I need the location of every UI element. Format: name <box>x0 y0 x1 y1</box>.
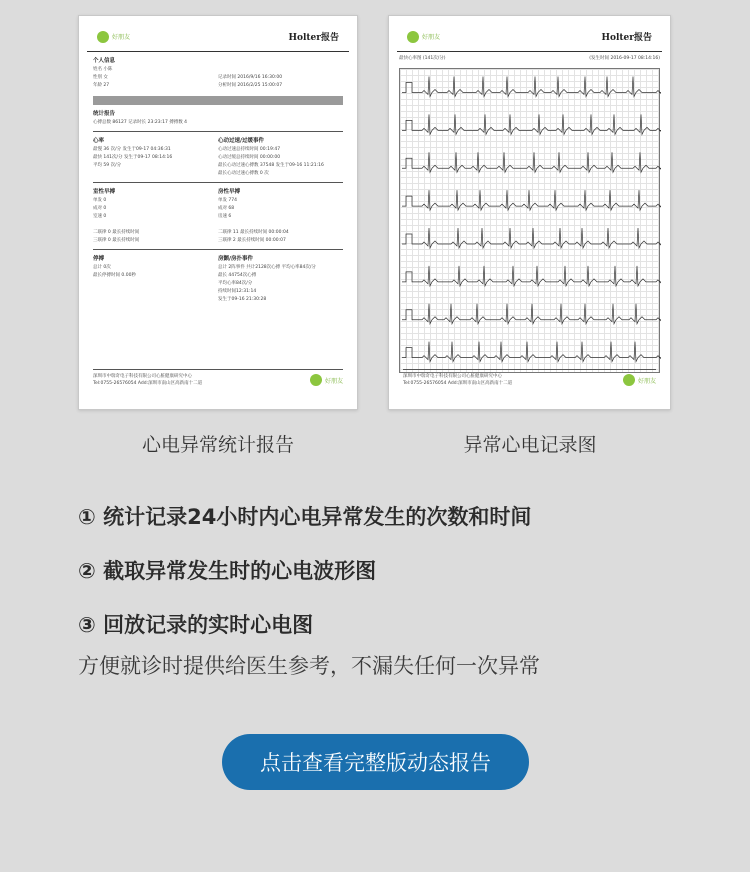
ecg-trace <box>402 190 661 210</box>
report-footer <box>93 369 343 387</box>
footer-line: 深圳市中瑞奇电子科技有限公司心脏健康研究中心 <box>93 374 192 379</box>
stats-summary: 心搏总数 86127 记录时长 23:23:17 搏搏数 4 <box>93 120 188 125</box>
divider <box>93 249 343 250</box>
hr-title: 心率 <box>93 138 105 144</box>
ecg-trace <box>402 342 661 362</box>
benefit-note: 方便就诊时提供给医生参考，不漏失任何一次异常 <box>78 654 540 678</box>
divider <box>93 131 343 132</box>
personal-line: 年龄 27 <box>93 83 110 88</box>
logo-icon <box>310 374 322 386</box>
footer-line: 深圳市中瑞奇电子科技有限公司心脏健康研究中心 <box>403 374 502 379</box>
sv-line <box>218 221 343 229</box>
hr-line: 最慢 36 次/分 发生于09-17 04:36:31 <box>93 147 171 152</box>
premature-block <box>93 187 343 245</box>
ecg-trace <box>402 228 661 248</box>
ecg-record-caption: 异常心电记录图 <box>463 434 597 456</box>
ve-line: 成对 0 <box>93 206 107 211</box>
stats-heading: 统计报告 <box>93 111 116 117</box>
report-header <box>397 22 662 52</box>
report-footer <box>403 369 656 387</box>
ecg-record-image <box>388 15 671 410</box>
personal-line: 记录时间 2016/9/16 16:30:00 <box>218 75 283 80</box>
logo-icon <box>97 31 109 43</box>
ecg-trace <box>402 114 661 134</box>
logo-text: 好朋友 <box>637 377 656 385</box>
pause-title: 停搏 <box>93 256 105 262</box>
statistics-report-caption: 心电异常统计报告 <box>141 434 294 456</box>
report-logo <box>407 31 440 43</box>
personal-line: 姓名 小陈 <box>93 67 113 72</box>
report-header <box>87 22 349 52</box>
sv-line: 三联律 2 最长持续时间 00:00:07 <box>218 238 286 243</box>
logo-text: 好朋友 <box>422 34 441 41</box>
ecg-subtitle: 最快心率图 (141次/分) <box>399 56 446 61</box>
ecg-trace <box>402 304 661 324</box>
feature-item: ② 截取异常发生时的心电波形图 <box>78 559 377 583</box>
pause-line: 总计 0次 <box>93 265 111 270</box>
logo-text: 好朋友 <box>112 34 131 41</box>
rr-line: 心动过速总持续时间 00:19:47 <box>218 147 281 152</box>
report-logo <box>97 31 130 43</box>
ve-line: 二联律 0 最长持续时间 <box>93 230 140 235</box>
rr-line: 最长心动过速心搏数 0 次 <box>218 171 269 176</box>
logo-icon <box>623 374 635 386</box>
ve-line: 单发 0 <box>93 198 107 203</box>
ve-title: 室性早搏 <box>93 189 116 195</box>
view-full-report-button[interactable]: 点击查看完整版动态报告 <box>222 734 529 790</box>
hr-line: 平均 59 次/分 <box>93 163 122 168</box>
footer-line: Tel:0755-26576054 Add:深圳市南山区高新南十二道 <box>403 381 513 386</box>
ecg-trace <box>402 152 661 172</box>
pause-line: 最长停搏时间 0.00秒 <box>93 273 136 278</box>
af-title: 房颤/房扑事件 <box>218 256 254 262</box>
ve-line: 三联律 0 最长持续时间 <box>93 238 140 243</box>
ecg-subheader <box>399 55 660 61</box>
rr-title: 心动过速/过缓事件 <box>218 138 265 144</box>
hr-line: 最快 141次/分 发生于09-17 08:14:16 <box>93 155 173 160</box>
divider <box>93 182 343 183</box>
rr-line: 最长心动过速心搏数 37548 发生于09-16 11:21:16 <box>218 163 324 168</box>
stats-section <box>93 109 343 127</box>
af-line: 最长 44754次心搏 <box>218 273 257 278</box>
sv-title: 房性早搏 <box>218 189 241 195</box>
sv-line: 单发 774 <box>218 198 238 203</box>
logo-icon <box>407 31 419 43</box>
personal-line: 分析时间 2016/2/25 15:00:07 <box>218 83 283 88</box>
sv-line: 二联律 11 最长持续时间 00:00:04 <box>218 230 289 235</box>
ecg-trace <box>402 266 661 286</box>
footer-line: Tel:0755-26576054 Add:深圳市南山区高新南十二道 <box>93 381 203 386</box>
personal-heading: 个人信息 <box>93 58 116 64</box>
logo-text: 好朋友 <box>324 377 343 385</box>
ecg-waveform-grid <box>399 68 660 373</box>
af-line: 发生于09-16 21:30:28 <box>218 297 267 302</box>
hr-block <box>93 136 343 178</box>
section-divider-bar <box>93 96 343 105</box>
ecg-time: (发生时间 2016-09-17 08:14:16) <box>589 56 660 61</box>
pause-af-block <box>93 254 343 304</box>
af-line: 总计 2阵事件 共计2128次心搏 平均心率84次/分 <box>218 265 316 270</box>
feature-list <box>78 495 531 657</box>
feature-item: ① 统计记录24小时内心电异常发生的次数和时间 <box>78 505 532 529</box>
af-line: 持续时间12:31:14 <box>218 289 257 294</box>
footer-logo <box>310 374 343 386</box>
ve-line: 室速 0 <box>93 214 107 219</box>
personal-line <box>218 66 343 74</box>
ecg-trace <box>402 76 661 96</box>
ecg-waveforms <box>400 69 661 372</box>
report-title: Holter报告 <box>601 33 652 43</box>
sv-line: 成对 68 <box>218 206 235 211</box>
ve-line <box>93 221 218 229</box>
feature-item: ③ 回放记录的实时心电图 <box>78 613 314 637</box>
personal-line: 性别 女 <box>93 75 108 80</box>
personal-section <box>93 56 343 90</box>
sv-line: 房速 6 <box>218 214 232 219</box>
rr-line: 心动过缓总持续时间 00:00:00 <box>218 155 281 160</box>
report-title: Holter报告 <box>288 33 339 43</box>
statistics-report-image <box>78 15 358 410</box>
footer-logo <box>623 374 656 386</box>
af-line: 平均心率84次/分 <box>218 281 253 286</box>
